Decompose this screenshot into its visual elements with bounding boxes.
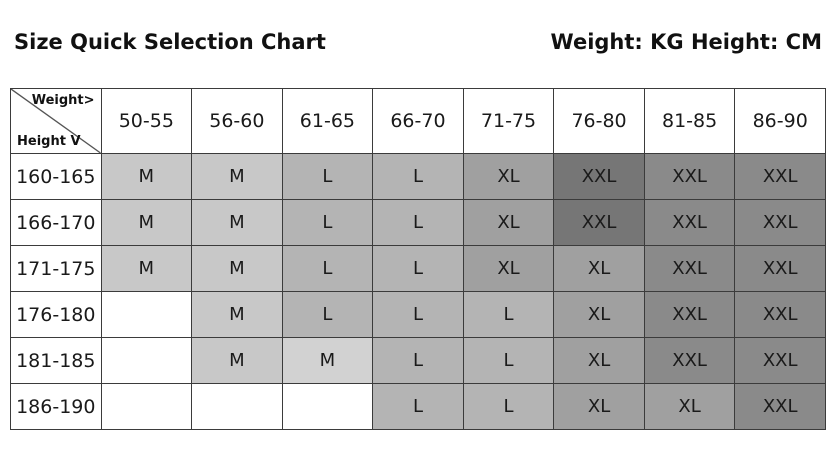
- cell-0-2: L: [282, 154, 373, 200]
- cell-0-7: XXL: [735, 154, 826, 200]
- cell-4-1: M: [192, 338, 283, 384]
- column-header-0: 50-55: [101, 89, 192, 154]
- cell-2-3: L: [373, 246, 464, 292]
- cell-5-2: [282, 384, 373, 430]
- cell-5-6: XL: [644, 384, 735, 430]
- cell-5-7: XXL: [735, 384, 826, 430]
- column-header-5: 76-80: [554, 89, 645, 154]
- cell-0-5: XXL: [554, 154, 645, 200]
- table-row: [11, 200, 826, 246]
- cell-3-1: M: [192, 292, 283, 338]
- table-row: [11, 384, 826, 430]
- column-header-1: 56-60: [192, 89, 283, 154]
- cell-3-4: L: [463, 292, 554, 338]
- cell-1-1: M: [192, 200, 283, 246]
- units-label: Weight: KG Height: CM: [550, 30, 822, 54]
- cell-2-4: XL: [463, 246, 554, 292]
- row-header-3: 176-180: [11, 292, 102, 338]
- cell-1-0: M: [101, 200, 192, 246]
- column-header-4: 71-75: [463, 89, 554, 154]
- size-chart-table: [10, 88, 826, 430]
- table-row: [11, 154, 826, 200]
- cell-5-0: [101, 384, 192, 430]
- cell-5-4: L: [463, 384, 554, 430]
- cell-2-0: M: [101, 246, 192, 292]
- cell-3-2: L: [282, 292, 373, 338]
- cell-0-3: L: [373, 154, 464, 200]
- cell-2-6: XXL: [644, 246, 735, 292]
- row-header-2: 171-175: [11, 246, 102, 292]
- table-corner-cell: [11, 89, 102, 154]
- cell-3-6: XXL: [644, 292, 735, 338]
- cell-0-6: XXL: [644, 154, 735, 200]
- cell-2-5: XL: [554, 246, 645, 292]
- corner-weight-label: Weight>: [31, 93, 95, 108]
- cell-5-3: L: [373, 384, 464, 430]
- row-header-0: 160-165: [11, 154, 102, 200]
- table-header-row: [11, 89, 826, 154]
- cell-2-2: L: [282, 246, 373, 292]
- cell-2-7: XXL: [735, 246, 826, 292]
- cell-1-5: XXL: [554, 200, 645, 246]
- row-header-4: 181-185: [11, 338, 102, 384]
- cell-2-1: M: [192, 246, 283, 292]
- header: [0, 30, 836, 70]
- cell-1-6: XXL: [644, 200, 735, 246]
- row-header-5: 186-190: [11, 384, 102, 430]
- corner-height-label: Height V: [17, 134, 81, 149]
- column-header-2: 61-65: [282, 89, 373, 154]
- column-header-3: 66-70: [373, 89, 464, 154]
- cell-1-2: L: [282, 200, 373, 246]
- page-title: Size Quick Selection Chart: [14, 30, 326, 54]
- cell-3-7: XXL: [735, 292, 826, 338]
- column-header-7: 86-90: [735, 89, 826, 154]
- cell-5-5: XL: [554, 384, 645, 430]
- cell-4-5: XL: [554, 338, 645, 384]
- cell-4-3: L: [373, 338, 464, 384]
- cell-1-3: L: [373, 200, 464, 246]
- cell-4-6: XXL: [644, 338, 735, 384]
- row-header-1: 166-170: [11, 200, 102, 246]
- cell-5-1: [192, 384, 283, 430]
- cell-0-0: M: [101, 154, 192, 200]
- table-row: [11, 338, 826, 384]
- cell-3-3: L: [373, 292, 464, 338]
- column-header-6: 81-85: [644, 89, 735, 154]
- cell-0-1: M: [192, 154, 283, 200]
- table-row: [11, 292, 826, 338]
- cell-0-4: XL: [463, 154, 554, 200]
- cell-3-5: XL: [554, 292, 645, 338]
- cell-1-4: XL: [463, 200, 554, 246]
- cell-1-7: XXL: [735, 200, 826, 246]
- table-row: [11, 246, 826, 292]
- cell-4-0: [101, 338, 192, 384]
- cell-4-7: XXL: [735, 338, 826, 384]
- cell-3-0: [101, 292, 192, 338]
- cell-4-4: L: [463, 338, 554, 384]
- cell-4-2: M: [282, 338, 373, 384]
